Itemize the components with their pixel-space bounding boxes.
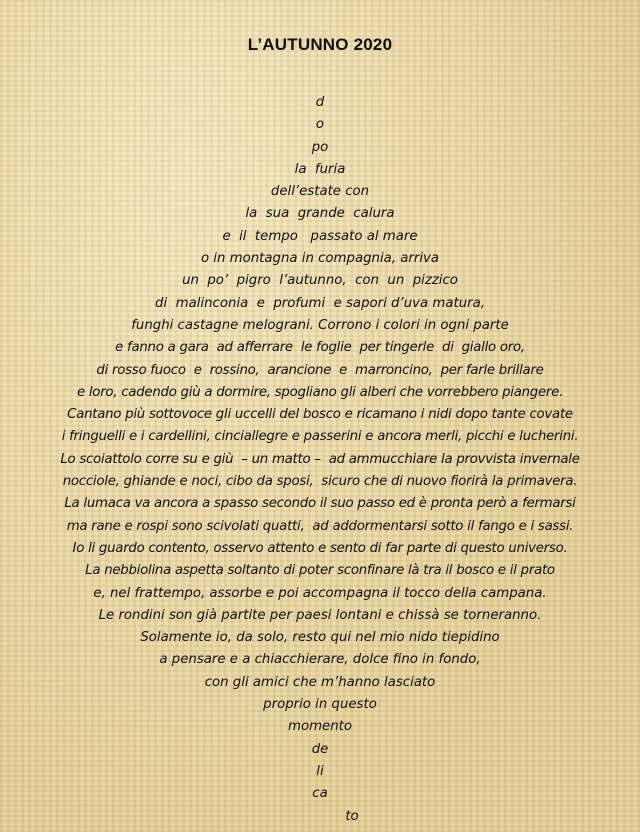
poem-line: Le rondini son già partite per paesi lontani e chissà se torneranno.: [98, 607, 542, 623]
poem-line: proprio in questo: [263, 697, 377, 713]
poem-line: e fanno a gara ad afferrare le foglie per tingerle di giallo oro,: [115, 340, 525, 356]
poem-line: Solamente io, da solo, resto qui nel mio nido tiepidino: [140, 630, 500, 646]
poem-line: un po’ pigro l’autunno, con un pizzico: [182, 273, 458, 289]
poem-line: la sua grande calura: [245, 206, 395, 222]
poem-line: to: [345, 808, 359, 824]
poem-line: dell’estate con: [270, 184, 370, 200]
poem-line: o: [315, 117, 325, 133]
poem-line: Lo scoiattolo corre su e giù – un matto – ad ammucchiare la provvista invernale: [60, 451, 580, 467]
poem-line: ca: [312, 786, 328, 802]
poem-line: di malinconia e profumi e sapori d’uva matura,: [155, 295, 485, 311]
poem-line: o in montagna in compagnia, arriva: [200, 251, 440, 267]
poem-line: funghi castagne melograni. Corrono i colori in ogni parte: [131, 317, 509, 333]
poem-title: L’AUTUNNO 2020: [247, 35, 393, 55]
poem-line: Io li guardo contento, osservo attento e sento di far parte di questo universo.: [72, 540, 568, 556]
poem-line: li: [316, 763, 324, 779]
poem-line: e loro, cadendo giù a dormire, spogliano gli alberi che vorrebbero piangere.: [76, 384, 564, 400]
poem-line: La lumaca va ancora a spasso secondo il suo passo ed è pronta però a fermarsi: [64, 496, 576, 512]
poem-line: a pensare e a chiacchierare, dolce fino in fondo,: [159, 652, 481, 668]
poem-line: ma rane e rospi sono scivolati quatti, ad addormentarsi sotto il fango e i sassi.: [66, 518, 574, 534]
poem-line: i fringuelli e i cardellini, cinciallegre e passerini e ancora merli, picchi e lucherini.: [61, 429, 579, 445]
poem-line: con gli amici che m’hanno lasciato: [204, 674, 436, 690]
poem-line: di rosso fuoco e rossino, arancione e marroncino, per farle brillare: [96, 362, 544, 378]
poem-line: e il tempo passato al mare: [222, 228, 418, 244]
poem-line: e, nel frattempo, assorbe e poi accompagna il tocco della campana.: [93, 585, 547, 601]
poem-line: d: [315, 95, 325, 110]
poem-line: po: [311, 139, 329, 155]
poem-line: nocciole, ghiande e noci, cibo da sposi, sicuro che di nuovo fiorirà la primavera.: [62, 474, 578, 490]
poem-line: momento: [288, 719, 352, 735]
poem-body: [0, 92, 640, 828]
poem-line: Cantano più sottovoce gli uccelli del bosco e ricamano i nidi dopo tante covate: [67, 407, 573, 423]
poem-line: de: [311, 741, 329, 757]
poem-line: la furia: [294, 161, 346, 177]
poem-line: La nebbiolina aspetta soltanto di poter sconfinare là tra il bosco e il prato: [85, 563, 555, 579]
